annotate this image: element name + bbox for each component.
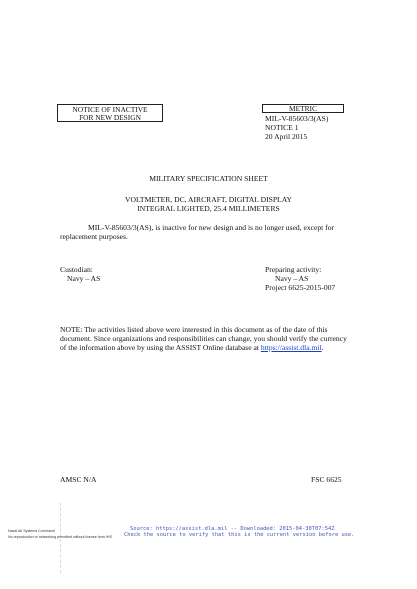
inactive-notice-box [57, 104, 163, 122]
item-title-line1: VOLTMETER, DC, AIRCRAFT, DIGITAL DISPLAY [125, 195, 292, 204]
metric-box [262, 104, 344, 113]
preparing-activity-value: Navy – AS [275, 274, 309, 283]
note-line1: NOTE: The activities listed above were interested in this document as of the date of this [60, 325, 328, 334]
custodian-label: Custodian: [60, 265, 93, 274]
note-line2: document. Since organizations and responsibilities can change, you should verify the currency [60, 334, 347, 343]
footer-source-line: Source: https://assist.dla.mil -- Downloaded: 2015-04-30T07:54Z [130, 526, 335, 532]
notice-date: 20 April 2015 [265, 132, 308, 141]
footer-check-line: Check the source to verify that this is the current version before use. [124, 532, 355, 538]
metric-label: METRIC [289, 104, 317, 113]
note-line3-suffix: . [321, 343, 324, 352]
doc-number: MIL-V-85603/3(AS) [265, 114, 329, 123]
inactive-statement-line2: replacement purposes. [60, 232, 128, 241]
notice-box-line2: FOR NEW DESIGN [79, 112, 141, 122]
sheet-title: MILITARY SPECIFICATION SHEET [149, 174, 268, 183]
note-line3 [60, 343, 324, 352]
custodian-value: Navy – AS [67, 274, 101, 283]
notice-number: NOTICE 1 [265, 123, 299, 132]
note-line3-prefix: of the information above by using the ASSIST Online database at [60, 343, 261, 352]
preparing-activity-label: Preparing activity: [265, 265, 322, 274]
project-number: Project 6625-2015-007 [265, 283, 336, 292]
footer-org-line2: No reproduction or networking permitted without license from IHS [8, 535, 112, 539]
amsc-code: AMSC N/A [60, 475, 97, 484]
item-title-line2: INTEGRAL LIGHTED, 25.4 MILLIMETERS [137, 204, 280, 213]
fsc-code: FSC 6625 [311, 475, 342, 484]
footer-org-line1: Naval Air Systems Command [8, 529, 55, 533]
inactive-statement-line1: MIL-V-85603/3(AS), is inactive for new design and is no longer used, except for [88, 223, 335, 232]
notice-box-line1: NOTICE OF INACTIVE [72, 104, 148, 114]
assist-link[interactable]: https://assist.dla.mil [260, 343, 322, 352]
